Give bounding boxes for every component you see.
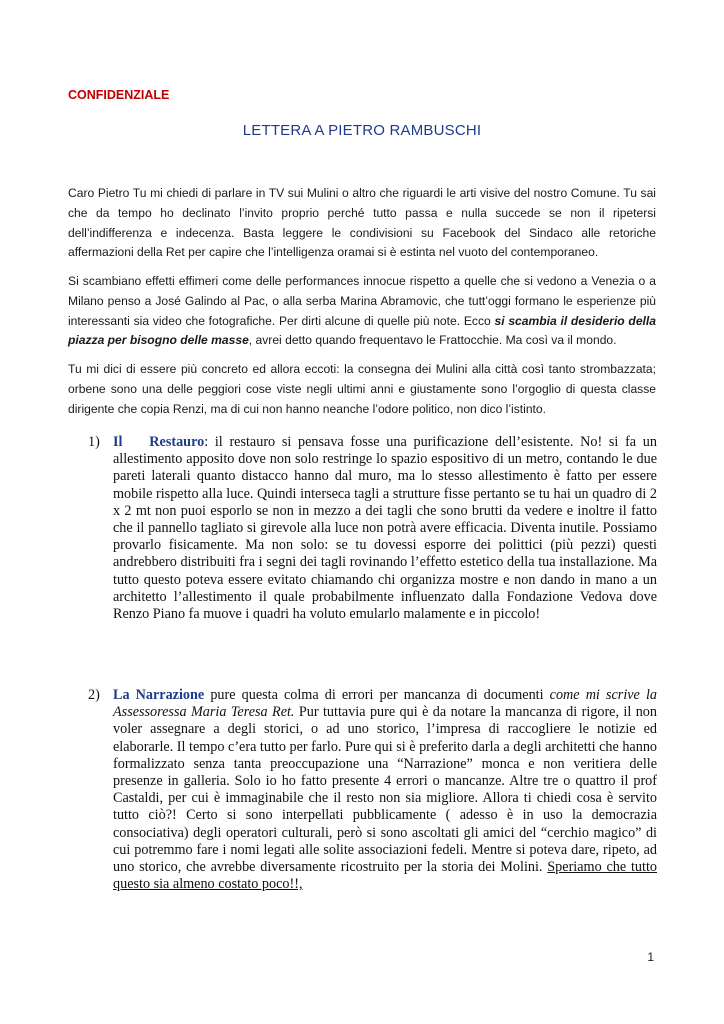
- list-item-number: 1): [88, 434, 100, 450]
- list-item-underlined-text: Speriamo che tutto questo sia almeno costato poco!!,: [113, 859, 657, 893]
- intro-paragraph-1: Caro Pietro Tu mi chiedi di parlare in TV sui Mulini o altro che riguardi le arti visive del nostro Comune. Tu sai che da tempo ho declinato l’invito proprio perché tutto passa e nulla succede se non il ripetersi dell’indifferenza e indecenza. Basta leggere le condivisioni su Facebook del Sindaco alle retoriche affermazioni della Ret per capire che l’intelligenza oramai si è estinta nel vuoto del contemporaneo.: [68, 186, 656, 260]
- list-item-text: : il restauro si pensava fosse una purificazione dell’esistente. No! si fa un allestimento apposito dove non solo restringe lo spazio espositivo di un metro, contando le due pareti laterali quanto distacco hanno dal muro, ma lo stesso allestimento è fatto per essere mobile rispetto alla luce. Quindi interseca tagli a strutture fisse pertanto se tu hai un quadro di 2 x 2 mt non puoi esporlo se non in mezzo a dei tagli che sono brutti da vedere e inoltre il fatto che il pannello tagliato si girevole alla luce non potrà avere efficacia. Diventa inutile. Possiamo provarlo fisicamente. Ma non solo: se tu dovessi esporre dei polittici (più pezzi) questi andrebbero distribuiti fra i segni dei tagli rovinando l’effetto estetico della tua installazione. Ma tutto questo poteva essere evitato chiamando chi organizza mostre e non dando in mano a un architetto l’allestimento il quale probabilmente influenzato dalla Fondazione Vedova dove Renzo Piano fa muove i quadri ha voluto emularlo malamente e in piccolo!: [113, 434, 657, 623]
- intro-paragraph-2-emphasis: si scambia il desiderio della piazza per bisogno delle masse: [68, 313, 656, 348]
- page-number: 1: [647, 950, 654, 964]
- list-item-heading: La Narrazione: [113, 687, 205, 703]
- list-item-heading: Il Restauro: [113, 434, 205, 450]
- intro-paragraph-2-tail: , avrei detto quando frequentavo le Frattocchie. Ma così va il mondo.: [248, 333, 617, 348]
- list-item-restauro: [88, 434, 657, 623]
- list-item-number: 2): [88, 687, 100, 703]
- letter-title: LETTERA A PIETRO RAMBUSCHI: [242, 122, 482, 139]
- list-item-italic-text: come mi scrive la Assessoressa Maria Teresa Ret.: [113, 687, 657, 721]
- intro-paragraph-2: [68, 272, 656, 351]
- confidential-label: CONFIDENZIALE: [68, 88, 170, 102]
- intro-paragraph-2-text: Si scambiano effetti effimeri come delle performances innocue rispetto a quelle che si vedono a Venezia o a Milano penso a José Galindo al Pac, o alla serba Marina Abramovic, che tutt’oggi formano le esperienze più interessanti sia video che fotografiche. Per dirti alcune di quelle più note. Ecco: [68, 274, 656, 328]
- list-item-text: pure questa colma di errori per mancanza di documenti: [204, 687, 550, 703]
- list-item-narrazione: [88, 687, 657, 893]
- list-item-body: [113, 687, 657, 893]
- intro-paragraph-3: Tu mi dici di essere più concreto ed allora eccoti: la consegna dei Mulini alla città così tanto strombazzata; orbene sono una delle peggiori cose viste negli ultimi anni e giustamente sono l’orgoglio di questa classe dirigente che copia Renzi, ma di cui non hanno neanche l’odore politico, non dico l’istinto.: [68, 362, 656, 416]
- list-item-text-continued: Pur tuttavia pure qui è da notare la mancanza di rigore, il non voler assegnare a degli storici, o ad uno storico, l’impresa di raccogliere le notizie ed elaborarle. Il tempo c’era tutto per farlo. Pure qui si è preferito darla a degli architetti che hanno formalizzato senza tanta preoccupazione una “Narrazione” monca e non veritiera delle presenze in galleria. Solo io ho fatto presente 4 errori o mancanze. Altre tre o quattro il prof Castaldi, per cui è immaginabile che il resto non sia migliore. Allora ti chiedi cosa è servito tutto ciò?! Certo si sono interpellati pubblicamente ( adesso è in uso la democrazia consociativa) degli operatori culturali, però si sono ascoltati gli amici del “cerchio magico” di cui potremmo fare i nomi legati alle solite associazioni fedeli. Mentre si poteva dare, ripeto, ad uno storico, che avrebbe diversamente ricostruito per la storia dei Molini.: [113, 704, 658, 876]
- list-item-body: [113, 434, 657, 623]
